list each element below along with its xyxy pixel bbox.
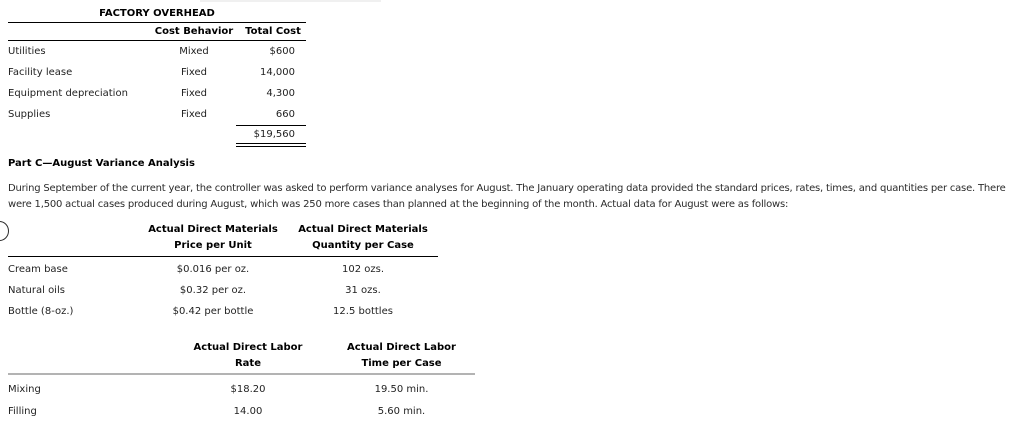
part-c-paragraph: During September of the current year, the controller was asked to perform variance analyses for August. The January operating data provided the standard prices, rates, times, and quantities per case. There were 1,500 actual cases produced during August, which was 250 more cases than planned at the beginning of the month. Actual data for August were as follows: bbox=[8, 183, 1006, 210]
total-cost-value: 660 bbox=[275, 109, 295, 120]
labor-header-row bbox=[8, 340, 475, 375]
table-row bbox=[8, 280, 438, 301]
row-label: Equipment depreciation bbox=[8, 88, 128, 99]
materials-header-row bbox=[8, 222, 438, 257]
top-divider-fragment bbox=[200, 0, 381, 2]
header-spacer bbox=[8, 222, 138, 253]
factory-overhead-header-row bbox=[8, 23, 306, 41]
header-spacer bbox=[8, 340, 168, 371]
table-row bbox=[8, 400, 475, 422]
factory-overhead-table bbox=[8, 8, 306, 147]
materials-body bbox=[8, 257, 438, 322]
header-line: Actual Direct Labor bbox=[193, 342, 303, 353]
quantity-value: 31 ozs. bbox=[345, 285, 381, 296]
cost-behavior-value: Mixed bbox=[179, 46, 209, 57]
column-header-cost-behavior: Cost Behavior bbox=[154, 26, 234, 37]
header-line: Quantity per Case bbox=[312, 239, 414, 251]
column-header-total-cost: Total Cost bbox=[245, 26, 301, 37]
rate-value: 14.00 bbox=[233, 405, 263, 417]
actual-direct-labor-table bbox=[8, 340, 475, 422]
header-line: Rate bbox=[234, 357, 261, 369]
header-line: Actual Direct Materials bbox=[298, 224, 428, 235]
actual-direct-materials-table bbox=[8, 222, 438, 322]
header-line: Price per Unit bbox=[174, 239, 252, 251]
row-label: Utilities bbox=[8, 46, 46, 57]
column-header-time-per-case bbox=[328, 340, 475, 371]
price-value: $0.42 per bottle bbox=[172, 306, 254, 317]
header-line: Actual Direct Labor bbox=[347, 342, 456, 353]
table-row bbox=[8, 83, 306, 104]
row-label: Cream base bbox=[8, 264, 68, 275]
column-header-quantity-per-case bbox=[288, 222, 438, 253]
row-label: Mixing bbox=[8, 383, 41, 395]
cost-behavior-value: Fixed bbox=[181, 67, 207, 78]
part-c-heading: Part C—August Variance Analysis bbox=[8, 158, 195, 169]
column-header-rate bbox=[168, 340, 328, 371]
row-label: Bottle (8-oz.) bbox=[8, 306, 74, 317]
column-header-price-per-unit bbox=[138, 222, 288, 253]
price-value: $0.32 per oz. bbox=[179, 285, 247, 296]
factory-overhead-body bbox=[8, 41, 306, 125]
rate-value: $18.20 bbox=[230, 383, 266, 395]
cost-behavior-value: Fixed bbox=[181, 109, 207, 120]
quantity-value: 12.5 bottles bbox=[333, 306, 393, 317]
quantity-value: 102 ozs. bbox=[341, 264, 385, 275]
table-row bbox=[8, 301, 438, 322]
factory-overhead-title: FACTORY OVERHEAD bbox=[8, 8, 306, 23]
cost-behavior-value: Fixed bbox=[181, 88, 207, 99]
total-cost-value: $600 bbox=[269, 46, 295, 57]
total-cost-value: 14,000 bbox=[260, 67, 295, 78]
table-row bbox=[8, 62, 306, 83]
table-row bbox=[8, 378, 475, 400]
row-label: Facility lease bbox=[8, 67, 73, 78]
total-cost-value: 4,300 bbox=[266, 88, 295, 99]
table-row bbox=[8, 41, 306, 62]
row-label: Supplies bbox=[8, 109, 51, 120]
time-value: 5.60 min. bbox=[377, 405, 426, 417]
factory-overhead-total: $19,560 bbox=[236, 125, 306, 147]
price-value: $0.016 per oz. bbox=[176, 264, 250, 275]
row-label: Natural oils bbox=[8, 285, 65, 296]
time-value: 19.50 min. bbox=[374, 383, 429, 395]
header-line: Time per Case bbox=[361, 357, 442, 369]
table-row bbox=[8, 104, 306, 125]
header-line: Actual Direct Materials bbox=[148, 224, 278, 235]
table-row bbox=[8, 259, 438, 280]
row-label: Filling bbox=[8, 405, 37, 417]
